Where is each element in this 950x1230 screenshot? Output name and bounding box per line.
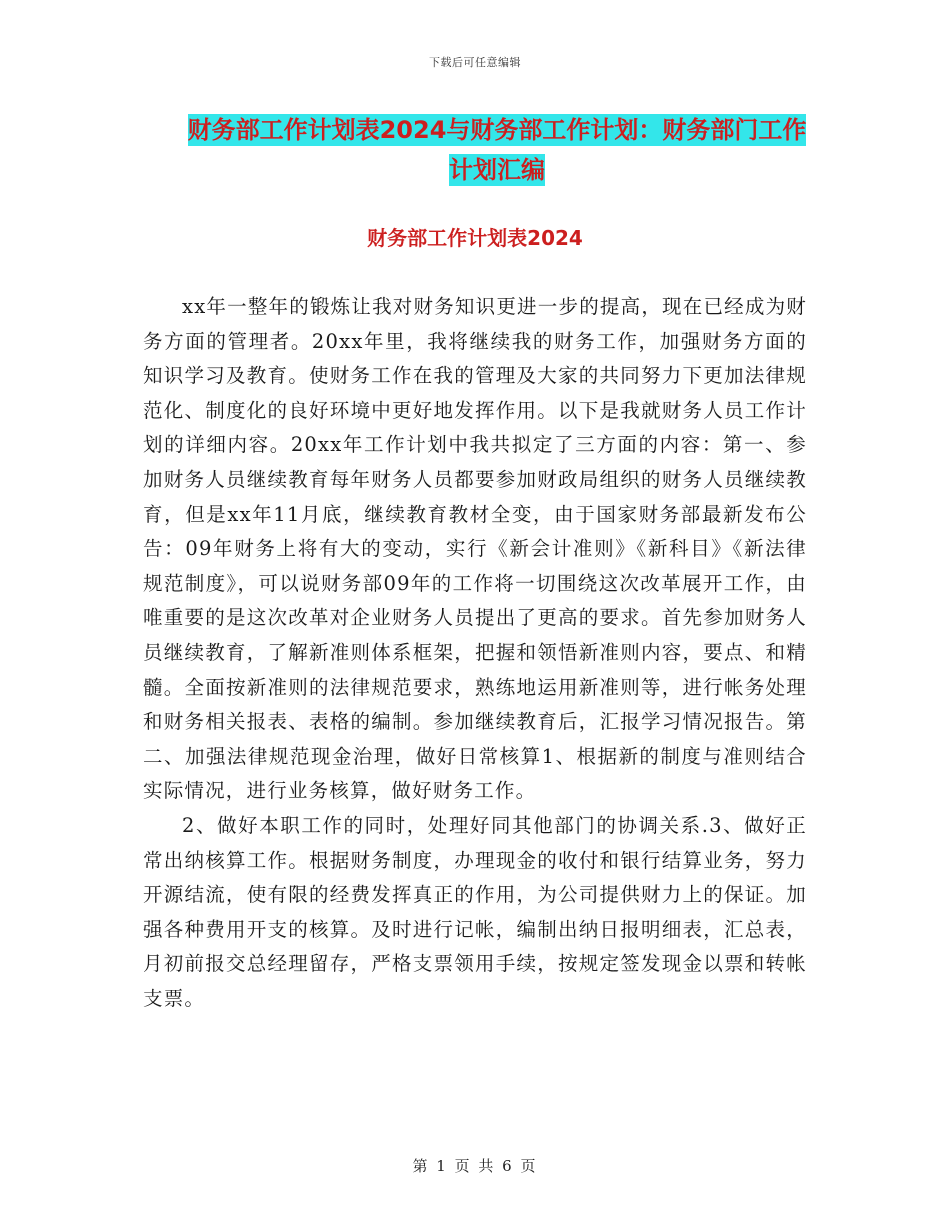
document-title-text: 财务部工作计划表2024与财务部工作计划：财务部门工作计划汇编 — [187, 116, 807, 184]
paragraph-1: xx年一整年的锻炼让我对财务知识更进一步的提高，现在已经成为财务方面的管理者。20xx年里，我将继续我的财务工作，加强财务方面的知识学习及教育。使财务工作在我的管理及大家的共同努力下更加法律规范化、制度化的良好环境中更好地发挥作用。以下是我就财务人员工作计划的详细内容。20xx年工作计划中我共拟定了三方面的内容：第一、参加财务人员继续教育每年财务人员都要参加财政局组织的财务人员继续教育，但是xx年11月底，继续教育教材全变，由于国家财务部最新发布公告：09年财务上将有大的变动，实行《新会计准则》《新科目》《新法律规范制度》，可以说财务部09年的工作将一切围绕这次改革展开工作，由唯重要的是这次改革对企业财务人员提出了更高的要求。首先参加财务人员继续教育，了解新准则体系框架，把握和领悟新准则内容，要点、和精髓。全面按新准则的法律规范要求，熟练地运用新准则等，进行帐务处理和财务相关报表、表格的编制。参加继续教育后，汇报学习情况报告。第二、加强法律规范现金治理，做好日常核算1、根据新的制度与准则结合实际情况，进行业务核算，做好财务工作。 — [143, 295, 807, 803]
document-body — [143, 290, 807, 1016]
document-title — [186, 110, 808, 190]
page-footer: 第 1 页 共 6 页 — [412, 1157, 538, 1175]
paragraph-2: 2、做好本职工作的同时，处理好同其他部门的协调关系.3、做好正常出纳核算工作。根据财务制度，办理现金的收付和银行结算业务，努力开源结流，使有限的经费发挥真正的作用，为公司提供财力上的保证。加强各种费用开支的核算。及时进行记帐，编制出纳日报明细表，汇总表，月初前报交总经理留存，严格支票领用手续，按规定签发现金以票和转帐支票。 — [143, 813, 807, 1010]
header-note: 下载后可任意编辑 — [429, 56, 521, 69]
section-title: 财务部工作计划表2024 — [367, 226, 583, 250]
